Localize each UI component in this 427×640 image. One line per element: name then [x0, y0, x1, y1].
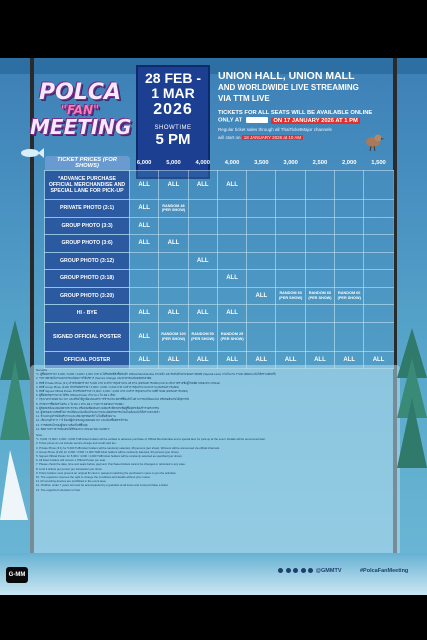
row-label: *ADVANCE PURCHASE OFFICIAL MERCHANDISE AND SPECIAL LANE FOR PICK-UP — [45, 171, 130, 200]
table-cell: ALL — [188, 171, 217, 200]
row-label: GROUP PHOTO (3:6) — [45, 235, 130, 253]
venue-line-2: AND WORLDWIDE LIVE STREAMING — [218, 83, 359, 92]
table-cell — [276, 200, 305, 218]
remark-line: 5. สิทธิ์ Signed Official Poster สำหรับบัตรราคา 5,000 / 4,000 / 4,000 บาท จะทำการสุ่มตามจำนวนที่กำหนด (ต่อรอบการแสดง) — [36, 389, 188, 394]
table-cell — [335, 171, 364, 200]
logo-line-2: "FAN" — [60, 103, 100, 117]
table-cell — [247, 270, 276, 288]
remark-line: 6. ผู้ซื้อบัตรทุกราคาจะได้รับ Official Poster จำนวน 1 ใบ ต่อ 1 ที่นั่ง — [36, 393, 116, 398]
remark-line: 12. เด็กอายุต่ำกว่า 7 ปี ต้องมีผู้ปกครองดูแลตลอดเวลา และต้องซื้อบัตรเข้าชม — [36, 418, 128, 423]
table-cell — [305, 200, 334, 218]
logo-line-1: POLCA — [38, 80, 122, 105]
price-header: 5,000 — [166, 160, 181, 166]
remark-line: 10. The organizer reserves the right to change the conditions and details without prior notice. — [36, 475, 151, 480]
table-header-label: TICKET PRICES (FOR SHOWS) — [45, 156, 130, 171]
price-header-row — [45, 156, 394, 171]
table-cell — [217, 200, 246, 218]
remark-line: 9. Ticket holders must present an original ID card or passport matching the purchaser's name to join the activities. — [36, 470, 177, 475]
table-cell — [276, 171, 305, 200]
table-cell: ALL — [247, 287, 276, 305]
table-cell — [247, 217, 276, 235]
ticket-availability-line: TICKETS FOR ALL SEATS WILL BE AVAILABLE ONLINE — [218, 110, 373, 116]
remark-line: Remarks — [36, 368, 48, 372]
table-cell: ALL — [130, 171, 159, 200]
table-cell: ALL — [159, 351, 188, 369]
youtube-icon — [308, 568, 313, 573]
table-cell: ALL — [276, 351, 305, 369]
random-quota-text: RANDOM 25 (PER SHOW) — [220, 332, 244, 341]
row-label: GROUP PHOTO (3:3) — [45, 217, 130, 235]
table-cell — [188, 217, 217, 235]
table-cell — [217, 287, 246, 305]
remark-line: *1. 6,000 / 5,000 / 4,000 / 4,000 THB ticket holders will be entitled to advance purchase of Official Merchandise and a special lane for pick-up at the event. Details will be announced later. — [36, 437, 266, 442]
table-cell: ALL — [130, 235, 159, 253]
table-cell: ALL — [159, 305, 188, 323]
table-cell — [217, 217, 246, 235]
logo-line-3: MEETING — [30, 115, 132, 139]
table-cell — [247, 305, 276, 323]
table-cell — [130, 270, 159, 288]
table-cell: ALL — [217, 305, 246, 323]
row-label: OFFICIAL POSTER — [45, 351, 130, 369]
table-cell — [159, 252, 188, 270]
social-links — [278, 568, 342, 574]
price-header: 4,000 — [195, 160, 210, 166]
random-quota-text: RANDOM 60 (PER SHOW) — [308, 291, 332, 300]
table-cell — [305, 322, 334, 351]
table-cell: ALL — [188, 351, 217, 369]
price-header: 3,000 — [283, 160, 298, 166]
table-row — [45, 322, 394, 351]
instagram-icon — [293, 568, 298, 573]
price-header: 3,500 — [254, 160, 269, 166]
table-cell: ALL — [188, 252, 217, 270]
remark-line: 13. การตัดสินใจของผู้จัดงานถือเป็นที่สิ้นสุด — [36, 422, 88, 427]
table-cell — [276, 305, 305, 323]
remark-line: 6. All ticket holders will receive 1 Official Poster per seat. — [36, 458, 106, 463]
table-cell — [335, 200, 364, 218]
twitter-icon — [286, 568, 291, 573]
table-cell: ALL — [188, 305, 217, 323]
ticket-only-at: ONLY AT — [218, 117, 243, 124]
table-cell — [335, 252, 364, 270]
tree-right-decoration — [392, 328, 427, 478]
poster-footer — [0, 553, 427, 595]
remark-line: 2. Ticket prices do not include service charge and credit card fee. — [36, 441, 117, 446]
showtime-value: 5 PM — [155, 131, 191, 148]
random-quota-text: RANDOM 100 (PER SHOW) — [161, 332, 186, 341]
table-row — [45, 287, 394, 305]
table-cell — [217, 252, 246, 270]
table-cell: ALL — [130, 322, 159, 351]
ticket-sale-date: ON 17 JANUARY 2026 AT 1 PM — [273, 117, 358, 124]
table-cell: ALL — [217, 351, 246, 369]
snowy-tree-left-decoration — [0, 320, 30, 520]
remark-line: 13. The organizer's decision is final. — [36, 487, 81, 492]
remark-line: 10. ผู้จัดขอสงวนสิทธิ์ในการเปลี่ยนแปลงเงื่อนไขและรายละเอียดกิจกรรมโดยไม่ต้องแจ้งให้ทราบล่วงหน้า — [36, 410, 160, 415]
table-cell — [305, 287, 334, 305]
remarks-section — [36, 368, 392, 492]
remark-line: 4. สิทธิ์ Group Photo (3:20) สำหรับบัตรราคา 3,000 / 2,500 / 2,000 บาท จะทำการสุ่มจำนวน 60 ท่าน (ต่อรอบการแสดง) — [36, 384, 180, 389]
table-cell — [247, 200, 276, 218]
table-cell — [247, 322, 276, 351]
table-cell: ALL — [305, 351, 334, 369]
table-cell: ALL — [130, 200, 159, 218]
table-cell — [130, 287, 159, 305]
table-cell — [364, 287, 393, 305]
event-year: 2026 — [153, 101, 193, 118]
remark-line: 14. ติดตามข่าวสารเพิ่มเติมได้ที่ช่องทาง Official ของ GMMTV — [36, 426, 110, 431]
tiktok-icon — [301, 568, 306, 573]
table-cell — [305, 235, 334, 253]
hashtag: #PolcaFanMeeting — [360, 568, 409, 574]
row-label: GROUP PHOTO (3:12) — [45, 252, 130, 270]
table-cell — [188, 287, 217, 305]
ticket-price-table — [44, 156, 394, 369]
table-cell — [364, 171, 393, 200]
table-cell — [276, 252, 305, 270]
bird-illustration-icon — [362, 130, 384, 152]
ticketing-logo-icon — [246, 117, 268, 123]
table-cell — [335, 287, 364, 305]
remark-line: 2. ราคาบัตรยังไม่รวมค่าธรรมเนียมการให้บริการ (Service Charge) และค่าธรรมเนียมบัตรเครดิต — [36, 376, 152, 381]
table-cell — [364, 305, 393, 323]
table-row — [45, 200, 394, 218]
table-cell — [188, 235, 217, 253]
remark-line: *1. ผู้ซื้อบัตรราคา 6,000 / 5,000 / 4,000 / 4,000 บาท จะได้รับสิทธิ์สั่งซื้อสินค้า Official Merchandise ล่วงหน้า และรับสินค้าผ่านช่องทางพิเศษ (Special Lane) ภายในงาน รายละเอียดจะแจ้งให้ทราบอีกครั้ง — [36, 372, 276, 377]
table-cell — [364, 200, 393, 218]
remark-line: 11. All recording devices are prohibited in the event area. — [36, 479, 107, 484]
table-cell: ALL — [247, 351, 276, 369]
date-line-2: 1 MAR — [151, 85, 195, 101]
row-label: GROUP PHOTO (3:20) — [45, 287, 130, 305]
facebook-icon — [278, 568, 283, 573]
price-header: 4,000 — [224, 160, 240, 166]
table-cell: ALL — [130, 305, 159, 323]
price-header: 6,000 — [136, 160, 152, 166]
table-cell — [247, 235, 276, 253]
price-header: 2,000 — [341, 160, 357, 166]
fish-icon — [18, 146, 44, 160]
table-cell — [247, 171, 276, 200]
random-quota-text: RANDOM 48 (PER SHOW) — [161, 203, 186, 213]
table-cell — [276, 217, 305, 235]
table-cell — [276, 287, 305, 305]
remark-line: 3. Private Photo (3:1) for 5,000 THB ticket holders will be randomly selected, 48 persons (per show). Winners will be announced via official channels. — [36, 445, 220, 450]
remark-line: 7. กรุณาตรวจสอบวัน เวลา และที่นั่งให้ถูกต้องก่อนทำการชำระเงิน บัตรที่ซื้อแล้วไม่สามารถเปลี่ยนแปลง หรือขอคืนเงินได้ทุกกรณี — [36, 397, 189, 402]
table-cell — [247, 252, 276, 270]
row-label: GROUP PHOTO (3:18) — [45, 270, 130, 288]
table-row — [45, 270, 394, 288]
table-row — [45, 252, 394, 270]
remark-line: 4. Group Photo (3:20) for 3,000 / 2,500 / 2,000 THB ticket holders will be randomly selected, 60 persons (per show). — [36, 449, 180, 454]
table-cell — [364, 252, 393, 270]
remark-line: 7. Please check the date, time and seats before payment. Purchased tickets cannot be changed or refunded in any case. — [36, 462, 186, 467]
table-cell — [217, 322, 246, 351]
table-cell — [276, 235, 305, 253]
table-cell: ALL — [217, 270, 246, 288]
table-cell: ALL — [335, 351, 364, 369]
table-cell — [217, 235, 246, 253]
price-header: 2,500 — [312, 160, 328, 166]
remark-line: 5. Signed Official Poster for 5,000 / 4,000 / 4,000 THB ticket holders will be randomly selected as specified (per show). — [36, 454, 183, 459]
table-cell: ALL — [364, 351, 393, 369]
table-row — [45, 217, 394, 235]
table-cell — [159, 287, 188, 305]
table-row — [45, 171, 394, 200]
venue-line-1: UNION HALL, UNION MALL — [218, 70, 355, 82]
table-row — [45, 235, 394, 253]
table-cell — [305, 217, 334, 235]
showtime-label: SHOWTIME — [154, 125, 192, 131]
table-cell: ALL — [159, 235, 188, 253]
table-cell: ALL — [130, 217, 159, 235]
table-cell — [364, 217, 393, 235]
table-cell — [159, 200, 188, 218]
table-cell — [305, 270, 334, 288]
table-cell — [159, 322, 188, 351]
table-cell — [276, 322, 305, 351]
table-cell — [364, 235, 393, 253]
table-cell — [335, 235, 364, 253]
remark-line: 12. Children under 7 years old must be accompanied by a guardian at all times and must purchase a ticket. — [36, 483, 169, 488]
remark-line: 8. Limit 4 tickets per person per transaction per show. — [36, 466, 103, 471]
regular-sale-prefix: will start on — [218, 134, 241, 140]
table-cell: ALL — [159, 171, 188, 200]
event-poster — [0, 58, 427, 595]
price-header: 1,500 — [371, 160, 386, 166]
row-label: HI - BYE — [45, 305, 130, 323]
table-cell — [130, 252, 159, 270]
venue-line-3: VIA TTM LIVE — [218, 94, 270, 103]
random-quota-text: RANDOM 50 (PER SHOW) — [191, 332, 215, 341]
table-row — [45, 305, 394, 323]
table-cell — [188, 270, 217, 288]
regular-sale-date: 18 JANUARY 2026 at 10 AM — [243, 134, 302, 140]
regular-sale-line: Regular ticket sales through all ThaiTicketMajor channels — [218, 126, 332, 132]
social-handle: @GMMTV — [315, 568, 342, 574]
row-label: SIGNED OFFICIAL POSTER — [45, 322, 130, 351]
ticket-only-at-line — [218, 117, 393, 125]
table-cell — [276, 270, 305, 288]
table-cell: ALL — [130, 351, 159, 369]
remark-line: 8. จำกัดการซื้อบัตรไม่เกิน 4 ใบ ต่อ 1 ท่าน ต่อ 1 รายการ ต่อรอบการแสดง — [36, 401, 124, 406]
table-cell — [364, 322, 393, 351]
table-cell — [335, 217, 364, 235]
row-label: PRIVATE PHOTO (3:1) — [45, 200, 130, 218]
random-quota-text: RANDOM 60 (PER SHOW) — [337, 291, 361, 300]
table-cell — [159, 217, 188, 235]
table-cell — [335, 270, 364, 288]
remark-line: 11. ห้ามนำอุปกรณ์บันทึกภาพและเสียงทุกชนิดเข้าไปในพื้นที่จัดงาน — [36, 414, 116, 419]
remark-line: Note : — [36, 433, 44, 438]
table-cell — [335, 322, 364, 351]
remark-line: 9. ผู้ถือบัตรต้องแสดงบัตรประชาชน หรือหนังสือเดินทางฉบับจริงที่ตรงกับชื่อผู้ซื้อบัตรเพื่อเข้าร่วมกิจกรรม — [36, 405, 160, 410]
table-cell — [188, 322, 217, 351]
price-table-body — [45, 171, 394, 369]
remark-line: 3. สิทธิ์ Private Photo (3:1) สำหรับบัตรราคา 5,000 บาท จะทำการสุ่มจำนวน 48 ท่าน (ต่อรอบการแสดง) และจะประกาศรายชื่อผู้โชคดีผ่านช่องทาง Official — [36, 380, 220, 385]
table-cell — [305, 305, 334, 323]
table-cell — [305, 171, 334, 200]
table-cell — [335, 305, 364, 323]
date-line-1: 28 FEB - — [144, 70, 201, 86]
table-cell — [188, 200, 217, 218]
gmm-logo: G-MM — [6, 567, 28, 583]
table-cell — [305, 252, 334, 270]
table-cell: ALL — [217, 171, 246, 200]
random-quota-text: RANDOM 60 (PER SHOW) — [279, 291, 303, 300]
table-cell — [159, 270, 188, 288]
table-cell — [364, 270, 393, 288]
